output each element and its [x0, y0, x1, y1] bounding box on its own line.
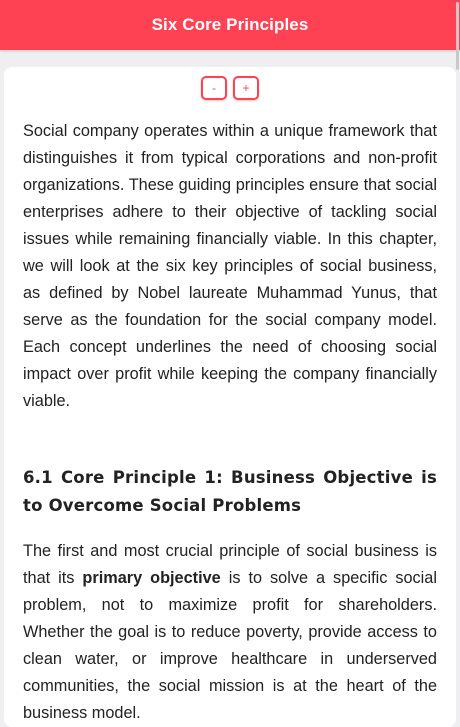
reader-card	[4, 67, 456, 727]
section-paragraph-text-continued: is to solve a specific social problem, not to maximize profit for shareholders. Whether the goal is to reduce poverty, provide access to clean water, or improve healthcare in underserved communities, the social mission is at the heart of the business model.	[23, 569, 437, 722]
page-title: Six Core Principles	[151, 15, 309, 34]
intro-paragraph: Social company operates within a unique framework that distinguishes it from typical corporations and non-profit organizations. These guiding principles ensure that social enterprises adhere to their objective of tackling social issues while remaining financially viable. In this chapter, we will look at the six key principles of social business, as defined by Nobel laureate Muhammad Yunus, that serve as the foundation for the social company model. Each concept underlines the need of choosing social impact over profit while keeping the company financially viable.	[23, 122, 437, 410]
zoom-out-button[interactable]: -	[201, 76, 227, 100]
section-paragraph-text: The first and most crucial principle of social business is that its	[23, 542, 437, 587]
scrollbar[interactable]	[456, 0, 460, 706]
zoom-controls	[4, 76, 456, 100]
section-heading: 6.1 Core Principle 1: Business Objective is to Overcome Social Problems	[23, 468, 437, 515]
section-paragraph-emphasis: primary objective	[82, 569, 221, 587]
zoom-in-button[interactable]: +	[233, 76, 259, 100]
app-header	[0, 0, 460, 50]
scrollbar-thumb[interactable]	[456, 2, 459, 70]
section-paragraph	[23, 538, 437, 727]
article-content	[23, 118, 437, 727]
